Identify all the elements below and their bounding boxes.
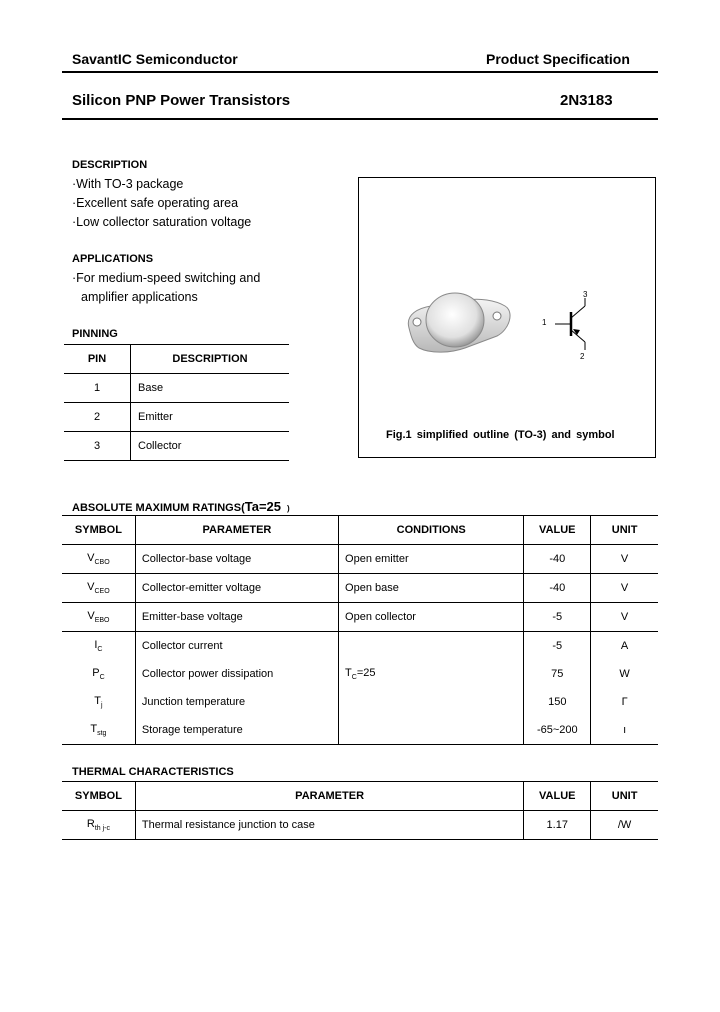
symbol-subscript: th j-c [94,825,110,833]
symbol-text: T [90,722,98,735]
symbol-subscript: j [101,702,103,710]
conditions-cell [339,632,524,661]
parameter-cell: Collector current [135,632,338,661]
table-row [62,660,658,688]
symbol-subscript: C [97,646,103,654]
pin-description: Emitter [131,403,290,432]
symbol-text: R [86,817,95,830]
conditions-header: CONDITIONS [339,516,524,545]
to3-package-drawing [359,178,655,457]
applications-item: amplifier applications [81,290,198,304]
symbol-subscript: C [99,674,105,682]
symbol-cell [62,811,135,840]
description-title: DESCRIPTION [72,159,148,171]
value-cell: -5 [524,632,591,661]
symbol-subscript: EBO [94,617,110,625]
table-row [62,811,658,840]
pin-desc-header: DESCRIPTION [131,345,290,374]
unit-cell: W [619,668,630,680]
symbol-header: SYMBOL [62,516,135,545]
parameter-cell: Thermal resistance junction to case [135,811,523,840]
value-cell: 1.17 [524,811,591,840]
table-row [62,545,658,574]
symbol-cell [62,716,135,745]
table-row [64,432,289,461]
parameter-cell: Collector power dissipation [135,660,338,688]
applications-item: ·For medium-speed switching and [72,271,261,285]
table-row [64,345,289,374]
abs-max-title-text: ABSOLUTE MAXIMUM RATINGS( [72,502,245,514]
symbol-text: V [87,551,95,564]
product-line: Silicon PNP Power Transistors [72,92,291,109]
header-rule-bottom [62,118,658,120]
pin-description: Collector [131,432,290,461]
value-cell: -40 [524,545,591,574]
symbol-header: SYMBOL [62,782,135,811]
header-rule-top [62,71,658,73]
value-cell: -65~200 [524,716,591,745]
abs-max-title-condition: Ta=25 [244,499,281,514]
conditions-cell [339,688,524,716]
pin-header: PIN [64,345,131,374]
applications-title: APPLICATIONS [72,253,154,265]
description-item: ·Low collector saturation voltage [72,215,252,229]
value-cell: 150 [524,688,591,716]
conditions-cell [339,716,524,745]
pin-number: 2 [64,403,131,432]
description-item: ·With TO-3 package [72,177,184,191]
table-row [62,782,658,811]
pin-number: 1 [64,374,131,403]
symbol-pin-label: 3 [583,290,588,299]
symbol-text: I [94,638,98,651]
symbol-text: P [92,666,100,679]
value-cell: 75 [524,660,591,688]
unit-header: UNIT [591,516,658,545]
symbol-pin-label: 1 [542,318,547,327]
value-header: VALUE [524,782,591,811]
unit-cell: /W [591,811,658,840]
parameter-cell: Junction temperature [135,688,338,716]
figure-box [358,177,656,458]
parameter-cell: Collector-base voltage [135,545,338,574]
parameter-header: PARAMETER [135,782,523,811]
table-row [62,574,658,603]
value-header: VALUE [524,516,591,545]
pin-number: 3 [64,432,131,461]
abs-max-table [62,515,658,745]
figure-caption: Fig.1 simplified outline (TO-3) and symbol [386,429,615,441]
company-name: SavantIC Semiconductor [72,51,238,67]
abs-max-title [72,499,290,514]
condition-text: T [345,666,352,679]
table-row [64,403,289,432]
thermal-table [62,781,658,840]
value-cell: -5 [524,603,591,632]
part-number: 2N3183 [560,92,613,109]
unit-cell: ı [591,716,658,745]
unit-cell: V [591,545,658,574]
table-row [62,603,658,632]
symbol-text: V [87,580,95,593]
symbol-cell [62,660,135,688]
symbol-text: V [87,609,95,622]
conditions-cell: Open emitter [339,545,524,574]
table-row [62,688,658,716]
unit-cell: V [591,574,658,603]
abs-max-title-end: ) [287,504,290,513]
table-row [62,716,658,745]
pinning-title: PINNING [72,328,118,340]
doc-type: Product Specification [486,51,630,67]
unit-cell: V [591,603,658,632]
pin-description: Base [131,374,290,403]
pinning-table [64,344,289,461]
unit-cell: Γ [621,696,628,708]
unit-header: UNIT [591,782,658,811]
unit-cell: A [620,640,629,652]
symbol-subscript: stg [97,730,107,738]
table-row [62,516,658,545]
table-row [64,374,289,403]
symbol-cell [62,632,135,661]
symbol-cell [62,603,135,632]
conditions-cell: Open collector [339,603,524,632]
condition-subscript: C [351,674,357,682]
conditions-cell: Open base [339,574,524,603]
parameter-header: PARAMETER [135,516,338,545]
thermal-title: THERMAL CHARACTERISTICS [72,766,234,778]
condition-value: =25 [356,666,376,679]
symbol-pin-label: 2 [580,352,585,361]
value-cell: -40 [524,574,591,603]
symbol-cell [62,574,135,603]
parameter-cell: Storage temperature [135,716,338,745]
symbol-subscript: CEO [94,588,110,596]
symbol-cell [62,688,135,716]
parameter-cell: Emitter-base voltage [135,603,338,632]
parameter-cell: Collector-emitter voltage [135,574,338,603]
symbol-text: T [94,694,101,707]
table-row [62,632,658,661]
conditions-cell [339,660,524,688]
symbol-subscript: CBO [94,559,110,567]
symbol-cell [62,545,135,574]
description-item: ·Excellent safe operating area [72,196,239,210]
